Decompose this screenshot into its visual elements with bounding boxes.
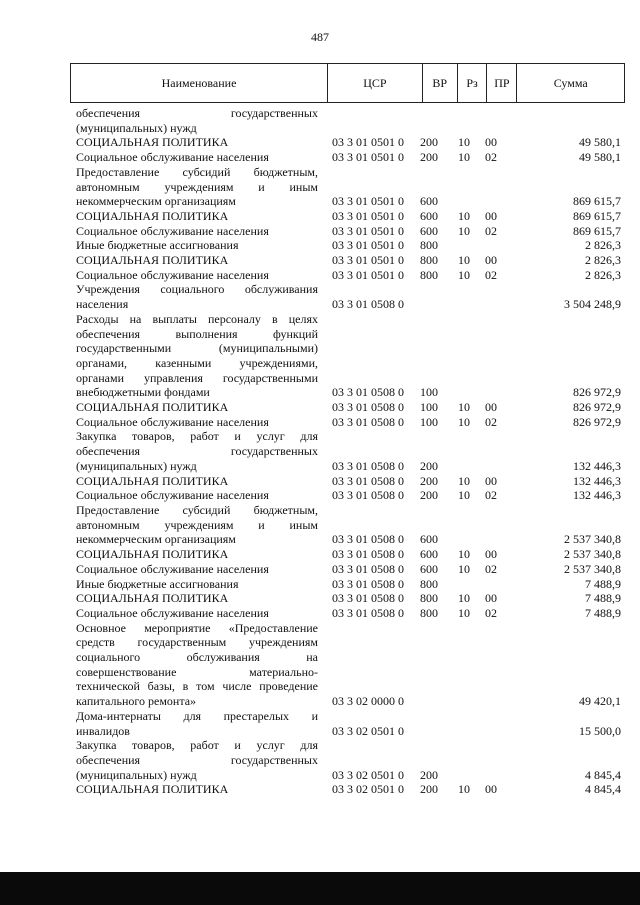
row-name (76, 268, 318, 283)
row-name (76, 738, 318, 782)
row-name (76, 150, 318, 165)
row-pr: 02 (485, 605, 497, 620)
row-name (76, 224, 318, 239)
row-csr: 03 3 01 0508 0 (332, 547, 404, 562)
row-sum: 2 826,3 (585, 253, 621, 268)
row-name-line: СОЦИАЛЬНАЯ ПОЛИТИКА (76, 400, 229, 415)
row-name-line: населения (76, 297, 129, 312)
row-pr: 00 (485, 782, 497, 797)
table-row (76, 709, 621, 738)
row-name (76, 238, 318, 253)
table-row (76, 165, 621, 209)
row-sum: 869 615,7 (573, 194, 621, 209)
table-row (76, 106, 621, 135)
row-name (76, 312, 318, 400)
row-name-line: внебюджетными фондами (76, 385, 210, 400)
row-pr: 02 (485, 223, 497, 238)
table-row (76, 503, 621, 547)
row-name-line: Предоставление субсидий бюджетным, (76, 502, 318, 517)
row-csr: 03 3 01 0508 0 (332, 561, 404, 576)
row-pr: 00 (485, 547, 497, 562)
row-csr: 03 3 01 0501 0 (332, 135, 404, 150)
row-name-line: автономным учреждениям и иным (76, 179, 318, 194)
table-body (76, 106, 621, 797)
row-sum: 49 580,1 (579, 150, 621, 165)
row-name-line: государственными (муниципальными) (76, 341, 318, 356)
row-csr: 03 3 02 0501 0 (332, 723, 404, 738)
row-csr: 03 3 01 0508 0 (332, 576, 404, 591)
row-name-line: обеспечения государственных (76, 444, 318, 459)
table-row (76, 562, 621, 577)
row-name-line: социального обслуживания на (76, 650, 318, 665)
row-name-line: СОЦИАЛЬНАЯ ПОЛИТИКА (76, 135, 229, 150)
row-rz: 10 (458, 561, 470, 576)
row-vr: 100 (420, 400, 438, 415)
row-pr: 02 (485, 267, 497, 282)
row-name-line: Социальное обслуживание населения (76, 561, 269, 576)
row-name-line: СОЦИАЛЬНАЯ ПОЛИТИКА (76, 547, 229, 562)
row-name-line: инвалидов (76, 723, 130, 738)
table-row (76, 591, 621, 606)
row-csr: 03 3 01 0508 0 (332, 591, 404, 606)
row-name-line: Дома-интернаты для престарелых и (76, 708, 318, 723)
row-csr: 03 3 01 0501 0 (332, 194, 404, 209)
table-row (76, 135, 621, 150)
row-vr: 600 (420, 223, 438, 238)
row-sum: 2 537 340,8 (564, 561, 621, 576)
row-csr: 03 3 01 0501 0 (332, 253, 404, 268)
row-sum: 4 845,4 (585, 782, 621, 797)
row-pr: 02 (485, 561, 497, 576)
row-name-line: технической базы, в том числе проведение (76, 679, 318, 694)
header-csr: ЦСР (328, 64, 423, 102)
row-pr: 00 (485, 208, 497, 223)
row-csr: 03 3 02 0000 0 (332, 694, 404, 709)
row-vr: 100 (420, 414, 438, 429)
row-name-line: СОЦИАЛЬНАЯ ПОЛИТИКА (76, 473, 229, 488)
row-sum: 7 488,9 (585, 591, 621, 606)
header-rz: Рз (458, 64, 488, 102)
table-row (76, 282, 621, 311)
row-name-line: обеспечения выполнения функций (76, 326, 318, 341)
row-name (76, 415, 318, 430)
row-sum: 826 972,9 (573, 414, 621, 429)
table-row (76, 738, 621, 782)
row-rz: 10 (458, 253, 470, 268)
row-name (76, 488, 318, 503)
table-row (76, 782, 621, 797)
row-rz: 10 (458, 605, 470, 620)
row-csr: 03 3 01 0501 0 (332, 267, 404, 282)
row-name-line: капитального ремонта» (76, 694, 197, 709)
row-name-line: Закупка товаров, работ и услуг для (76, 738, 318, 753)
row-csr: 03 3 01 0508 0 (332, 532, 404, 547)
row-vr: 600 (420, 532, 438, 547)
row-rz: 10 (458, 208, 470, 223)
row-rz: 10 (458, 547, 470, 562)
row-name-line: некоммерческим организациям (76, 194, 236, 209)
row-name-line: некоммерческим организациям (76, 532, 236, 547)
row-sum: 2 537 340,8 (564, 547, 621, 562)
row-csr: 03 3 01 0508 0 (332, 414, 404, 429)
row-csr: 03 3 01 0501 0 (332, 238, 404, 253)
row-name-line: Учреждения социального обслуживания (76, 282, 318, 297)
row-name (76, 503, 318, 547)
row-sum: 869 615,7 (573, 223, 621, 238)
row-name (76, 621, 318, 709)
row-rz: 10 (458, 267, 470, 282)
row-name-line: (муниципальных) нужд (76, 767, 197, 782)
row-pr: 00 (485, 473, 497, 488)
row-name (76, 591, 318, 606)
row-name-line: (муниципальных) нужд (76, 458, 197, 473)
table-row (76, 253, 621, 268)
row-vr: 800 (420, 591, 438, 606)
row-vr: 200 (420, 488, 438, 503)
row-pr: 00 (485, 253, 497, 268)
table-row (76, 238, 621, 253)
table-row (76, 606, 621, 621)
row-name-line: органами управления государственными (76, 370, 318, 385)
table-row (76, 429, 621, 473)
row-vr: 200 (420, 767, 438, 782)
row-rz: 10 (458, 473, 470, 488)
row-vr: 600 (420, 547, 438, 562)
row-vr: 200 (420, 135, 438, 150)
table-row (76, 488, 621, 503)
row-csr: 03 3 01 0501 0 (332, 150, 404, 165)
row-sum: 826 972,9 (573, 385, 621, 400)
row-vr: 800 (420, 605, 438, 620)
row-name-line: Социальное обслуживание населения (76, 605, 269, 620)
row-pr: 02 (485, 150, 497, 165)
row-name (76, 474, 318, 489)
row-name-line: Социальное обслуживание населения (76, 267, 269, 282)
row-sum: 132 446,3 (573, 458, 621, 473)
row-rz: 10 (458, 782, 470, 797)
table-header (70, 63, 625, 103)
row-pr: 00 (485, 135, 497, 150)
row-name (76, 400, 318, 415)
row-vr: 200 (420, 150, 438, 165)
table-row (76, 400, 621, 415)
table-row (76, 268, 621, 283)
row-rz: 10 (458, 414, 470, 429)
header-sum: Сумма (553, 75, 588, 90)
scan-edge-bar (0, 872, 640, 905)
table-row (76, 150, 621, 165)
row-csr: 03 3 01 0508 0 (332, 385, 404, 400)
row-vr: 200 (420, 473, 438, 488)
row-pr: 02 (485, 414, 497, 429)
row-name-line: органами, казенными учреждениями, (76, 355, 318, 370)
row-name-line: Основное мероприятие «Предоставление (76, 620, 318, 635)
header-pr: ПР (487, 64, 517, 102)
row-vr: 800 (420, 576, 438, 591)
row-name-line: (муниципальных) нужд (76, 120, 197, 135)
table-row (76, 474, 621, 489)
row-name-line: Иные бюджетные ассигнования (76, 576, 239, 591)
row-name-line: Социальное обслуживание населения (76, 414, 269, 429)
row-vr: 200 (420, 458, 438, 473)
row-sum: 7 488,9 (585, 605, 621, 620)
row-sum: 132 446,3 (573, 488, 621, 503)
row-csr: 03 3 01 0501 0 (332, 208, 404, 223)
row-sum: 7 488,9 (585, 576, 621, 591)
row-sum: 4 845,4 (585, 767, 621, 782)
row-csr: 03 3 02 0501 0 (332, 767, 404, 782)
row-name (76, 209, 318, 224)
row-name-line: Социальное обслуживание населения (76, 223, 269, 238)
page-number: 487 (311, 30, 329, 44)
row-vr: 800 (420, 238, 438, 253)
row-name (76, 606, 318, 621)
row-name-line: СОЦИАЛЬНАЯ ПОЛИТИКА (76, 208, 229, 223)
row-pr: 00 (485, 591, 497, 606)
row-rz: 10 (458, 488, 470, 503)
header-name: Наименование (71, 64, 328, 102)
row-sum: 2 826,3 (585, 267, 621, 282)
row-name-line: СОЦИАЛЬНАЯ ПОЛИТИКА (76, 253, 229, 268)
row-pr: 02 (485, 488, 497, 503)
row-csr: 03 3 01 0508 0 (332, 400, 404, 415)
row-sum: 49 420,1 (579, 694, 621, 709)
row-rz: 10 (458, 591, 470, 606)
row-name (76, 577, 318, 592)
table-row (76, 224, 621, 239)
row-sum: 15 500,0 (579, 723, 621, 738)
table-row (76, 547, 621, 562)
row-name-line: СОЦИАЛЬНАЯ ПОЛИТИКА (76, 591, 229, 606)
row-name-line: Расходы на выплаты персоналу в целях (76, 311, 318, 326)
row-name (76, 253, 318, 268)
row-sum: 869 615,7 (573, 208, 621, 223)
row-name (76, 106, 318, 135)
row-rz: 10 (458, 150, 470, 165)
row-csr: 03 3 01 0508 0 (332, 473, 404, 488)
row-sum: 3 504 248,9 (564, 297, 621, 312)
row-sum: 132 446,3 (573, 473, 621, 488)
row-name-line: Иные бюджетные ассигнования (76, 238, 239, 253)
row-name-line: Предоставление субсидий бюджетным, (76, 164, 318, 179)
row-name-line: Закупка товаров, работ и услуг для (76, 429, 318, 444)
row-vr: 200 (420, 782, 438, 797)
table-row (76, 312, 621, 400)
row-rz: 10 (458, 135, 470, 150)
row-csr: 03 3 02 0501 0 (332, 782, 404, 797)
row-vr: 600 (420, 194, 438, 209)
row-vr: 600 (420, 208, 438, 223)
row-name (76, 429, 318, 473)
row-csr: 03 3 01 0508 0 (332, 458, 404, 473)
row-name-line: автономным учреждениям и иным (76, 517, 318, 532)
row-name (76, 562, 318, 577)
row-vr: 100 (420, 385, 438, 400)
row-name (76, 165, 318, 209)
row-sum: 2 826,3 (585, 238, 621, 253)
row-vr: 800 (420, 267, 438, 282)
row-name-line: Социальное обслуживание населения (76, 488, 269, 503)
row-sum: 2 537 340,8 (564, 532, 621, 547)
row-csr: 03 3 01 0508 0 (332, 605, 404, 620)
row-sum: 826 972,9 (573, 400, 621, 415)
table-row (76, 209, 621, 224)
row-csr: 03 3 01 0508 0 (332, 297, 404, 312)
row-pr: 00 (485, 400, 497, 415)
row-name (76, 782, 318, 797)
table-row (76, 577, 621, 592)
row-name (76, 282, 318, 311)
row-name-line: Социальное обслуживание населения (76, 150, 269, 165)
row-vr: 600 (420, 561, 438, 576)
row-csr: 03 3 01 0508 0 (332, 488, 404, 503)
row-vr: 800 (420, 253, 438, 268)
row-rz: 10 (458, 400, 470, 415)
row-name-line: средств государственным учреждениям (76, 635, 318, 650)
row-name-line: СОЦИАЛЬНАЯ ПОЛИТИКА (76, 782, 229, 797)
row-name-line: обеспечения государственных (76, 106, 318, 120)
table-row (76, 415, 621, 430)
table-row (76, 621, 621, 709)
row-name-line: обеспечения государственных (76, 752, 318, 767)
row-sum: 49 580,1 (579, 135, 621, 150)
row-name-line: совершенствование материально- (76, 664, 318, 679)
row-csr: 03 3 01 0501 0 (332, 223, 404, 238)
row-name (76, 709, 318, 738)
row-name (76, 135, 318, 150)
row-rz: 10 (458, 223, 470, 238)
row-name (76, 547, 318, 562)
header-vr: ВР (423, 64, 458, 102)
